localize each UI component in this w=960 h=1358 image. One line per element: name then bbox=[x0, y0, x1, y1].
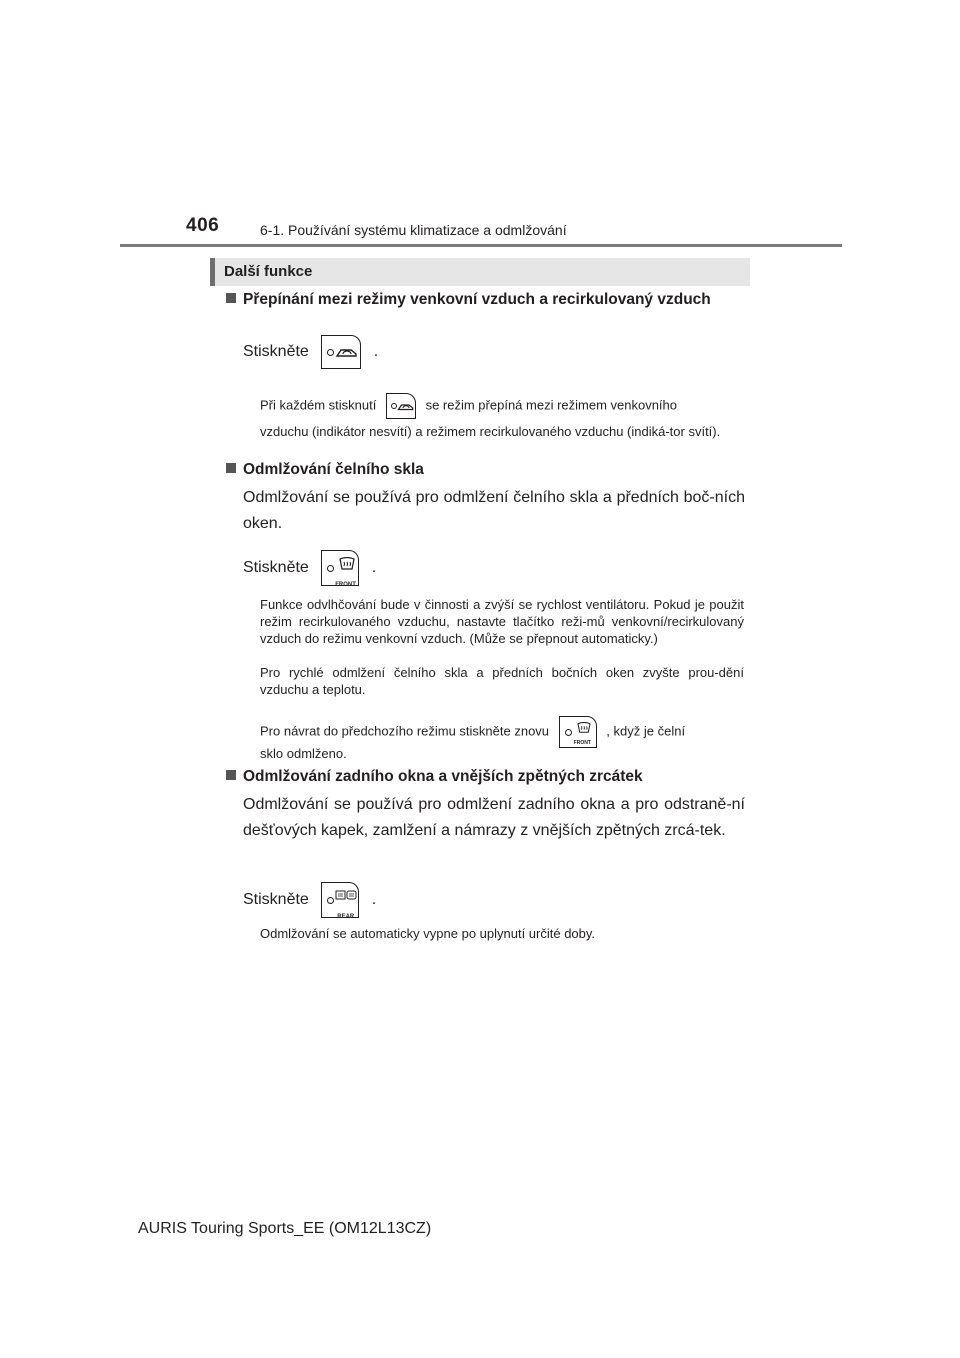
rear-press-line: Stiskněte REAR . bbox=[243, 882, 745, 918]
recirc-press-line: Stiskněte . bbox=[243, 335, 745, 369]
header-rule bbox=[120, 244, 842, 247]
rear-note: Odmlžování se automaticky vypne po uplynutí určité doby. bbox=[260, 926, 596, 941]
bullet-square-icon bbox=[226, 293, 236, 303]
rear-defogger-button-icon: REAR bbox=[321, 882, 359, 918]
bullet-square-icon bbox=[226, 770, 236, 780]
page-number: 406 bbox=[186, 215, 220, 236]
section-header-bar bbox=[210, 258, 215, 286]
rear-heading: Odmlžování zadního okna a vnějších zpětných zrcátek bbox=[226, 768, 643, 786]
rear-body: Odmlžování se používá pro odmlžení zadního okna a pro odstraně-ní dešťových kapek, zamlžení a námrazy z vnějších zpětných zrcá-tek. bbox=[243, 796, 745, 839]
rear-window-mirror-icon bbox=[335, 890, 357, 902]
front-note-2: Pro rychlé odmlžení čelního skla a předních bočních oken zvyšte prou-dění vzduchu a teplotu. bbox=[260, 665, 744, 697]
section-header bbox=[210, 258, 750, 286]
chapter-title: 6-1. Používání systému klimatizace a odmlžování bbox=[260, 222, 567, 238]
section-title: Další funkce bbox=[224, 263, 313, 280]
bullet-square-icon bbox=[226, 463, 236, 473]
front-body: Odmlžování se používá pro odmlžení čelního skla a předních boč-ních oken. bbox=[243, 489, 745, 532]
footer-model: AURIS Touring Sports_EE (OM12L13CZ) bbox=[138, 1220, 432, 1237]
front-heading: Odmlžování čelního skla bbox=[226, 461, 424, 479]
recirc-heading: Přepínání mezi režimy venkovní vzduch a recirkulovaný vzduch bbox=[226, 291, 711, 309]
windshield-icon bbox=[337, 557, 357, 571]
front-note: Funkce odvlhčování bude v činnosti a zvýší se rychlost ventilátoru. Pokud je použit režim recirkulovaného vzduchu, nastavte tlačítko reži-mů venkovní/recirkulovaný vzduch do režimu venkovní vzduch. (Může se přepnout automaticky.) bbox=[260, 597, 744, 646]
recirculation-button-small-icon bbox=[386, 393, 416, 419]
front-press-line: Stiskněte FRONT . bbox=[243, 550, 745, 586]
car-recirculation-icon bbox=[335, 345, 359, 359]
front-return-line: Pro návrat do předchozího režimu stiskněte znovu FRONT , když je čelní bbox=[260, 716, 744, 748]
recirc-note-rest: vzduchu (indikátor nesvítí) a režimem recirkulovaného vzduchu (indiká-tor svítí). bbox=[260, 424, 721, 439]
front-defogger-button-icon: FRONT bbox=[321, 550, 359, 586]
front-return-rest: sklo odmlženo. bbox=[260, 746, 347, 761]
recirc-note-line: Při každém stisknutí se režim přepíná mezi režimem venkovního bbox=[260, 393, 744, 419]
front-defogger-button-small-icon: FRONT bbox=[559, 716, 597, 748]
recirculation-button-icon bbox=[321, 335, 361, 369]
